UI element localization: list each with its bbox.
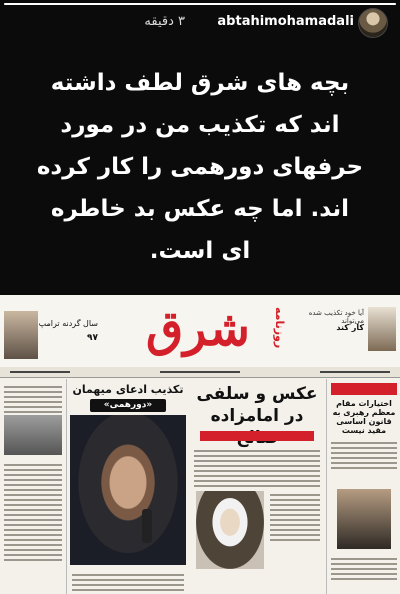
middle-column <box>68 379 188 594</box>
column-photo <box>4 415 62 455</box>
dateline-text <box>320 371 390 373</box>
main-column <box>190 379 324 594</box>
masthead-left-teaser <box>4 301 100 363</box>
logo-word: شرق <box>146 301 250 357</box>
story-timestamp: ۳ دقیقه <box>144 14 185 29</box>
text-lines <box>331 439 397 472</box>
right-column <box>326 379 400 594</box>
teaser-text: کار کند <box>336 323 364 332</box>
right-section-label <box>331 383 397 395</box>
mid-headline: تکذیب ادعای میهمان <box>72 383 184 396</box>
cleric-photo <box>368 307 396 351</box>
caption-line: اند. اما چه عکس بد خاطره <box>50 196 350 222</box>
text-lines <box>331 555 397 583</box>
text-lines <box>270 491 320 544</box>
cleric-portrait <box>196 491 264 569</box>
text-lines <box>4 383 62 416</box>
caption-line: ای است. <box>149 238 251 264</box>
main-headline-line: عکس و سلفی <box>196 384 318 404</box>
main-headline-line: در امامزاده <box>210 406 304 426</box>
caption-line: اند که تکذیب من در مورد <box>60 112 340 138</box>
dateline-text <box>10 371 70 373</box>
text-lines <box>194 447 320 490</box>
microphone-icon <box>142 509 152 543</box>
username[interactable]: abtahimohamadali <box>217 14 354 29</box>
newspaper-masthead <box>0 295 400 368</box>
story-progress-bar <box>4 3 396 5</box>
newspaper-logo <box>108 301 288 363</box>
dateline-bar <box>0 367 400 378</box>
story-progress-fill <box>4 3 396 5</box>
masthead-right-teaser <box>292 301 396 363</box>
story-caption <box>10 62 390 272</box>
avatar[interactable] <box>358 8 388 38</box>
caption-line: بچه های شرق لطف داشته <box>50 70 350 96</box>
text-lines <box>72 571 184 594</box>
teaser-photo <box>4 311 38 359</box>
mid-badge: «دورهمی» <box>90 399 166 412</box>
main-subheadline-bar <box>200 431 314 441</box>
story-header <box>0 6 400 40</box>
caption-line: حرفهای دورهمی را کار کرده <box>36 154 364 180</box>
teaser-text: سال گردنه ترامپ <box>38 319 98 328</box>
column-photo <box>337 489 391 549</box>
dateline-text <box>160 371 240 373</box>
teaser-text: آیا خود تکذیب شده می‌تواند <box>308 309 364 325</box>
text-lines <box>4 461 62 564</box>
right-headline: اختیارات مقام معظم رهبری به قانون اساسی مقید نیست <box>332 399 396 435</box>
guest-photo <box>70 415 186 565</box>
teaser-number: ۹۷ <box>87 333 98 343</box>
logo-small-text: روزنامه <box>273 307 286 349</box>
left-column <box>0 379 67 594</box>
newspaper-image <box>0 295 400 594</box>
